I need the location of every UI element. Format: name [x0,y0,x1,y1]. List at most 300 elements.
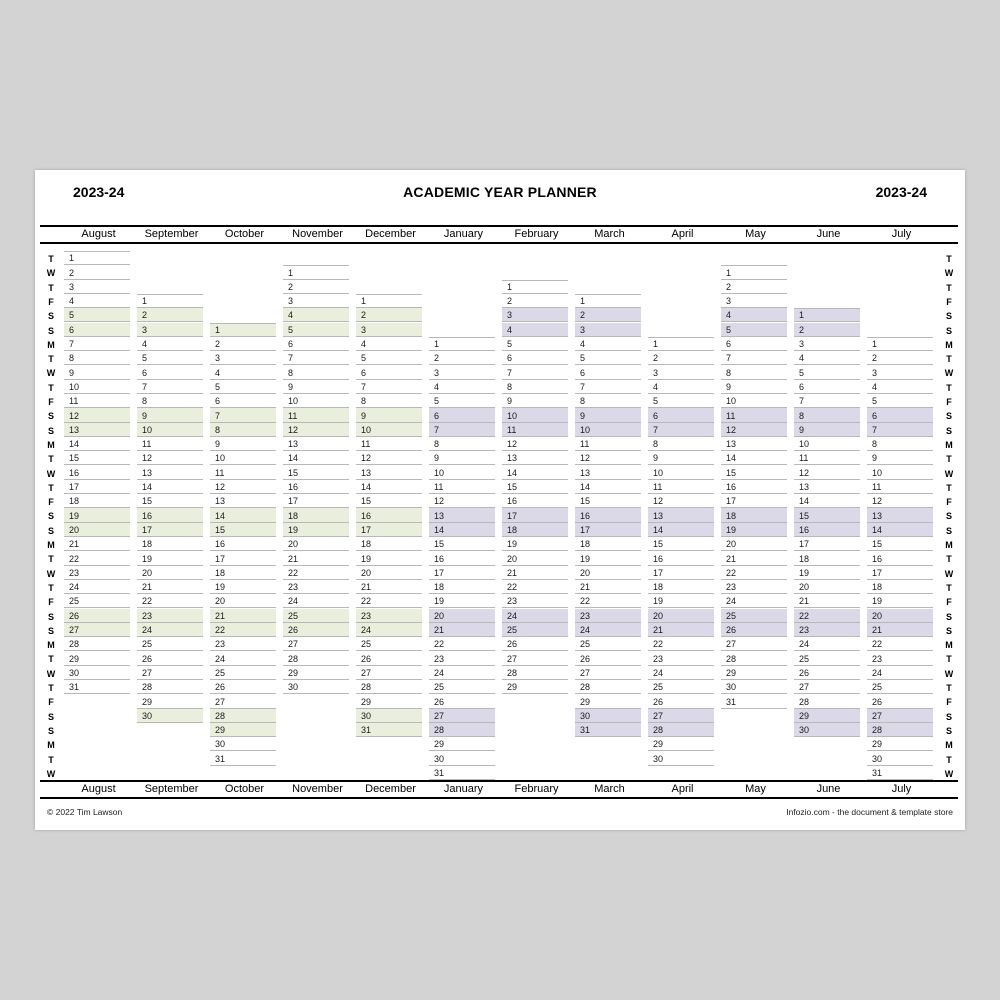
day-cell [721,494,787,508]
month-column-june [792,251,865,781]
day-number: 6 [726,339,732,350]
day-cell [64,637,130,651]
day-cell [502,651,568,665]
day-number: 12 [69,410,80,421]
weekday-letter: F [48,296,54,307]
day-number: 28 [142,682,153,693]
day-cell [64,623,130,637]
day-number: 27 [215,696,226,707]
day-number: 26 [580,653,591,664]
day-number: 11 [69,396,79,407]
day-number: 15 [507,482,518,493]
day-cell [210,351,276,365]
day-cell [721,666,787,680]
day-cell [648,408,714,422]
day-number: 28 [361,682,372,693]
day-number: 26 [215,682,226,693]
day-cell [794,551,860,565]
day-number: 29 [872,739,883,750]
day-number: 13 [580,467,591,478]
day-cell [283,480,349,494]
day-cell [137,437,203,451]
weekday-letter: M [945,540,953,550]
day-cell [429,594,495,608]
day-cell [721,580,787,594]
weekday-letter: S [945,511,952,522]
day-number: 25 [215,667,226,678]
weekday-letter: T [48,454,54,465]
day-cell [721,351,787,365]
day-number: 17 [215,553,226,564]
day-cell [794,508,860,522]
day-number: 28 [434,725,445,736]
day-cell [356,423,422,437]
day-number: 22 [653,639,664,650]
day-cell [794,451,860,465]
day-cell [794,623,860,637]
day-cell [64,609,130,623]
day-cell [283,609,349,623]
day-number: 27 [872,710,883,721]
day-number: 26 [69,610,80,621]
weekday-letter: S [945,611,952,622]
month-column-may [719,251,792,781]
day-number: 8 [799,410,805,421]
day-cell [64,365,130,379]
day-cell [648,651,714,665]
day-cell [648,508,714,522]
day-cell [429,408,495,422]
day-number: 15 [69,453,80,464]
day-number: 5 [361,353,367,364]
day-cell [648,737,714,751]
day-number: 24 [653,667,664,678]
day-number: 5 [799,367,805,378]
day-number: 11 [580,439,590,450]
day-number: 2 [580,310,586,321]
day-number: 13 [726,439,737,450]
day-cell [429,566,495,580]
day-cell [283,294,349,308]
day-cell [137,323,203,337]
day-cell [210,380,276,394]
day-number: 2 [361,310,367,321]
day-number: 19 [215,582,226,593]
day-number: 6 [507,353,513,364]
day-cell [137,294,203,308]
day-cell [137,480,203,494]
day-number: 10 [799,439,810,450]
day-number: 8 [69,353,75,364]
weekday-letter: M [47,540,55,550]
day-cell [137,537,203,551]
day-cell [429,694,495,708]
day-cell [283,323,349,337]
day-cell [64,594,130,608]
day-number: 15 [799,510,810,521]
day-cell [794,351,860,365]
year-label-left: 2023-24 [73,184,125,200]
day-cell [502,308,568,322]
day-number: 23 [361,610,372,621]
day-cell [721,437,787,451]
day-number: 15 [653,539,664,550]
day-cell [356,480,422,494]
day-number: 16 [580,510,591,521]
day-cell [210,451,276,465]
day-number: 6 [288,339,294,350]
day-number: 13 [872,510,883,521]
day-cell [867,566,933,580]
day-number: 21 [799,596,810,607]
weekday-letter: S [945,711,952,722]
day-number: 10 [726,396,737,407]
day-number: 23 [726,582,737,593]
day-number: 24 [142,625,153,636]
weekday-letter: W [944,568,954,579]
day-number: 1 [434,339,440,350]
month-label-july: July [891,228,912,240]
day-cell [210,494,276,508]
day-number: 21 [872,625,883,636]
day-number: 27 [799,682,810,693]
month-label-august: August [81,783,116,795]
day-number: 4 [288,310,294,321]
day-cell [283,394,349,408]
day-cell [648,494,714,508]
day-cell [356,351,422,365]
day-number: 17 [434,567,445,578]
day-number: 7 [872,424,878,435]
day-cell [648,594,714,608]
day-cell [794,308,860,322]
day-number: 29 [580,696,591,707]
day-number: 15 [361,496,372,507]
day-cell [794,609,860,623]
weekday-letter: T [48,754,54,765]
day-number: 14 [288,453,299,464]
day-number: 30 [726,682,737,693]
day-number: 15 [434,539,445,550]
weekday-letter: W [944,268,954,279]
day-number: 4 [799,353,805,364]
day-cell [794,709,860,723]
day-number: 8 [361,396,367,407]
day-number: 9 [799,424,805,435]
day-cell [502,623,568,637]
month-label-march: March [594,228,625,240]
day-cell [356,408,422,422]
calendar-grid [40,251,960,781]
day-cell [502,437,568,451]
day-number: 14 [215,510,226,521]
day-number: 14 [361,482,372,493]
day-number: 29 [653,739,664,750]
day-cell [867,737,933,751]
month-column-april [646,251,719,781]
day-cell [429,466,495,480]
day-cell [137,609,203,623]
day-number: 14 [69,439,80,450]
day-cell [210,737,276,751]
day-number: 5 [434,396,440,407]
day-number: 10 [653,467,664,478]
day-cell [648,680,714,694]
day-number: 2 [653,353,659,364]
day-number: 8 [726,367,732,378]
day-number: 16 [872,553,883,564]
day-cell [648,580,714,594]
day-number: 4 [215,367,221,378]
day-number: 17 [580,524,591,535]
day-number: 22 [434,639,445,650]
day-cell [502,280,568,294]
day-cell [575,680,641,694]
day-number: 13 [142,467,153,478]
day-number: 21 [653,625,664,636]
day-number: 20 [872,610,883,621]
day-number: 24 [215,653,226,664]
day-cell [721,365,787,379]
day-cell [502,323,568,337]
day-cell [64,451,130,465]
day-number: 5 [507,339,513,350]
month-label-june: June [816,228,841,240]
day-number: 17 [872,567,883,578]
day-number: 3 [215,353,221,364]
day-number: 2 [215,339,221,350]
day-number: 18 [215,567,226,578]
day-number: 22 [799,610,810,621]
day-cell [575,637,641,651]
day-cell [648,666,714,680]
day-number: 19 [69,510,80,521]
day-cell [356,451,422,465]
month-column-september [135,251,208,781]
day-cell [283,351,349,365]
month-label-may: May [745,783,766,795]
day-cell [648,537,714,551]
day-number: 3 [361,324,367,335]
day-cell [356,308,422,322]
weekday-letter: F [48,497,54,508]
day-cell [648,523,714,537]
weekday-letter: M [945,439,953,450]
day-number: 6 [215,396,221,407]
day-number: 5 [653,396,659,407]
weekday-letter: T [946,354,952,365]
day-number: 15 [215,524,226,535]
day-number: 23 [434,653,445,664]
weekday-letter: S [945,425,952,436]
day-cell [794,408,860,422]
day-number: 27 [580,667,591,678]
day-number: 25 [872,682,883,693]
day-cell [721,466,787,480]
day-cell [575,408,641,422]
day-cell [575,709,641,723]
day-number: 29 [288,667,299,678]
day-cell [356,637,422,651]
weekday-letter: W [46,768,56,779]
day-cell [283,423,349,437]
day-number: 24 [580,625,591,636]
day-number: 6 [799,381,805,392]
weekday-letter: S [945,325,952,336]
day-number: 25 [653,682,664,693]
day-number: 21 [69,539,80,550]
day-number: 21 [507,567,518,578]
day-cell [137,308,203,322]
day-cell [356,566,422,580]
weekday-letter: M [945,339,953,350]
day-cell [721,523,787,537]
day-cell [137,551,203,565]
day-number: 11 [872,482,882,493]
day-cell [648,380,714,394]
day-number: 16 [799,524,810,535]
day-cell [502,294,568,308]
day-cell [356,694,422,708]
day-cell [210,723,276,737]
day-number: 26 [288,625,299,636]
left-weekday-column [40,251,62,781]
day-number: 18 [653,582,664,593]
day-cell [502,380,568,394]
weekday-letter: T [946,582,952,593]
day-number: 12 [872,496,883,507]
day-cell [867,351,933,365]
day-cell [794,380,860,394]
day-number: 20 [69,524,80,535]
day-cell [575,494,641,508]
day-cell [575,394,641,408]
day-cell [429,337,495,351]
day-number: 15 [580,496,591,507]
day-number: 23 [288,582,299,593]
day-cell [502,337,568,351]
day-cell [502,408,568,422]
day-number: 1 [726,267,732,278]
day-number: 23 [580,610,591,621]
day-cell [429,766,495,780]
day-number: 19 [507,539,518,550]
day-number: 29 [361,696,372,707]
weekday-letter: S [47,325,54,336]
day-number: 5 [69,310,75,321]
day-cell [502,351,568,365]
weekday-letter: F [48,597,54,608]
day-cell [575,451,641,465]
month-column-march [573,251,646,781]
planner-sheet [35,170,965,830]
weekday-letter: T [946,454,952,465]
day-cell [64,265,130,279]
day-number: 5 [872,396,878,407]
day-cell [867,508,933,522]
day-number: 8 [507,381,513,392]
day-number: 10 [361,424,372,435]
day-cell [429,752,495,766]
day-number: 10 [434,467,445,478]
day-number: 9 [361,410,367,421]
day-number: 22 [726,567,737,578]
day-number: 11 [653,482,663,493]
day-cell [429,666,495,680]
day-number: 4 [361,339,367,350]
month-label-october: October [224,783,265,795]
day-number: 2 [434,353,440,364]
day-number: 30 [69,667,80,678]
day-number: 27 [361,667,372,678]
day-number: 19 [653,596,664,607]
day-number: 8 [434,439,440,450]
day-number: 3 [434,367,440,378]
day-number: 24 [799,639,810,650]
day-number: 1 [653,339,659,350]
day-cell [283,651,349,665]
day-number: 22 [872,639,883,650]
day-number: 10 [507,410,518,421]
day-number: 30 [361,710,372,721]
weekday-letter: W [944,668,954,679]
day-number: 29 [799,710,810,721]
day-number: 20 [142,567,153,578]
day-cell [64,251,130,265]
day-cell [64,566,130,580]
day-number: 25 [69,596,80,607]
day-cell [210,523,276,537]
day-cell [283,580,349,594]
day-number: 22 [361,596,372,607]
day-cell [137,523,203,537]
day-number: 8 [653,439,659,450]
weekday-letter: W [46,268,56,279]
day-cell [575,580,641,594]
weekday-letter: S [945,725,952,736]
weekday-letter: T [946,654,952,665]
day-number: 24 [69,582,80,593]
day-cell [794,394,860,408]
day-cell [137,466,203,480]
day-number: 12 [580,453,591,464]
weekday-letter: T [48,354,54,365]
day-number: 21 [580,582,591,593]
day-number: 26 [434,696,445,707]
day-cell [210,323,276,337]
day-number: 28 [580,682,591,693]
day-number: 9 [580,410,586,421]
day-number: 29 [142,696,153,707]
month-label-april: April [671,783,694,795]
day-number: 17 [799,539,810,550]
day-number: 8 [215,424,221,435]
day-number: 9 [69,367,75,378]
day-cell [794,437,860,451]
day-cell [721,623,787,637]
day-number: 11 [215,467,225,478]
day-number: 13 [288,439,299,450]
day-number: 14 [580,482,591,493]
day-cell [867,752,933,766]
month-label-february: February [514,783,559,795]
day-number: 30 [288,682,299,693]
day-number: 9 [288,381,294,392]
day-number: 15 [872,539,883,550]
day-number: 16 [726,482,737,493]
day-cell [356,594,422,608]
weekday-letter: S [47,611,54,622]
